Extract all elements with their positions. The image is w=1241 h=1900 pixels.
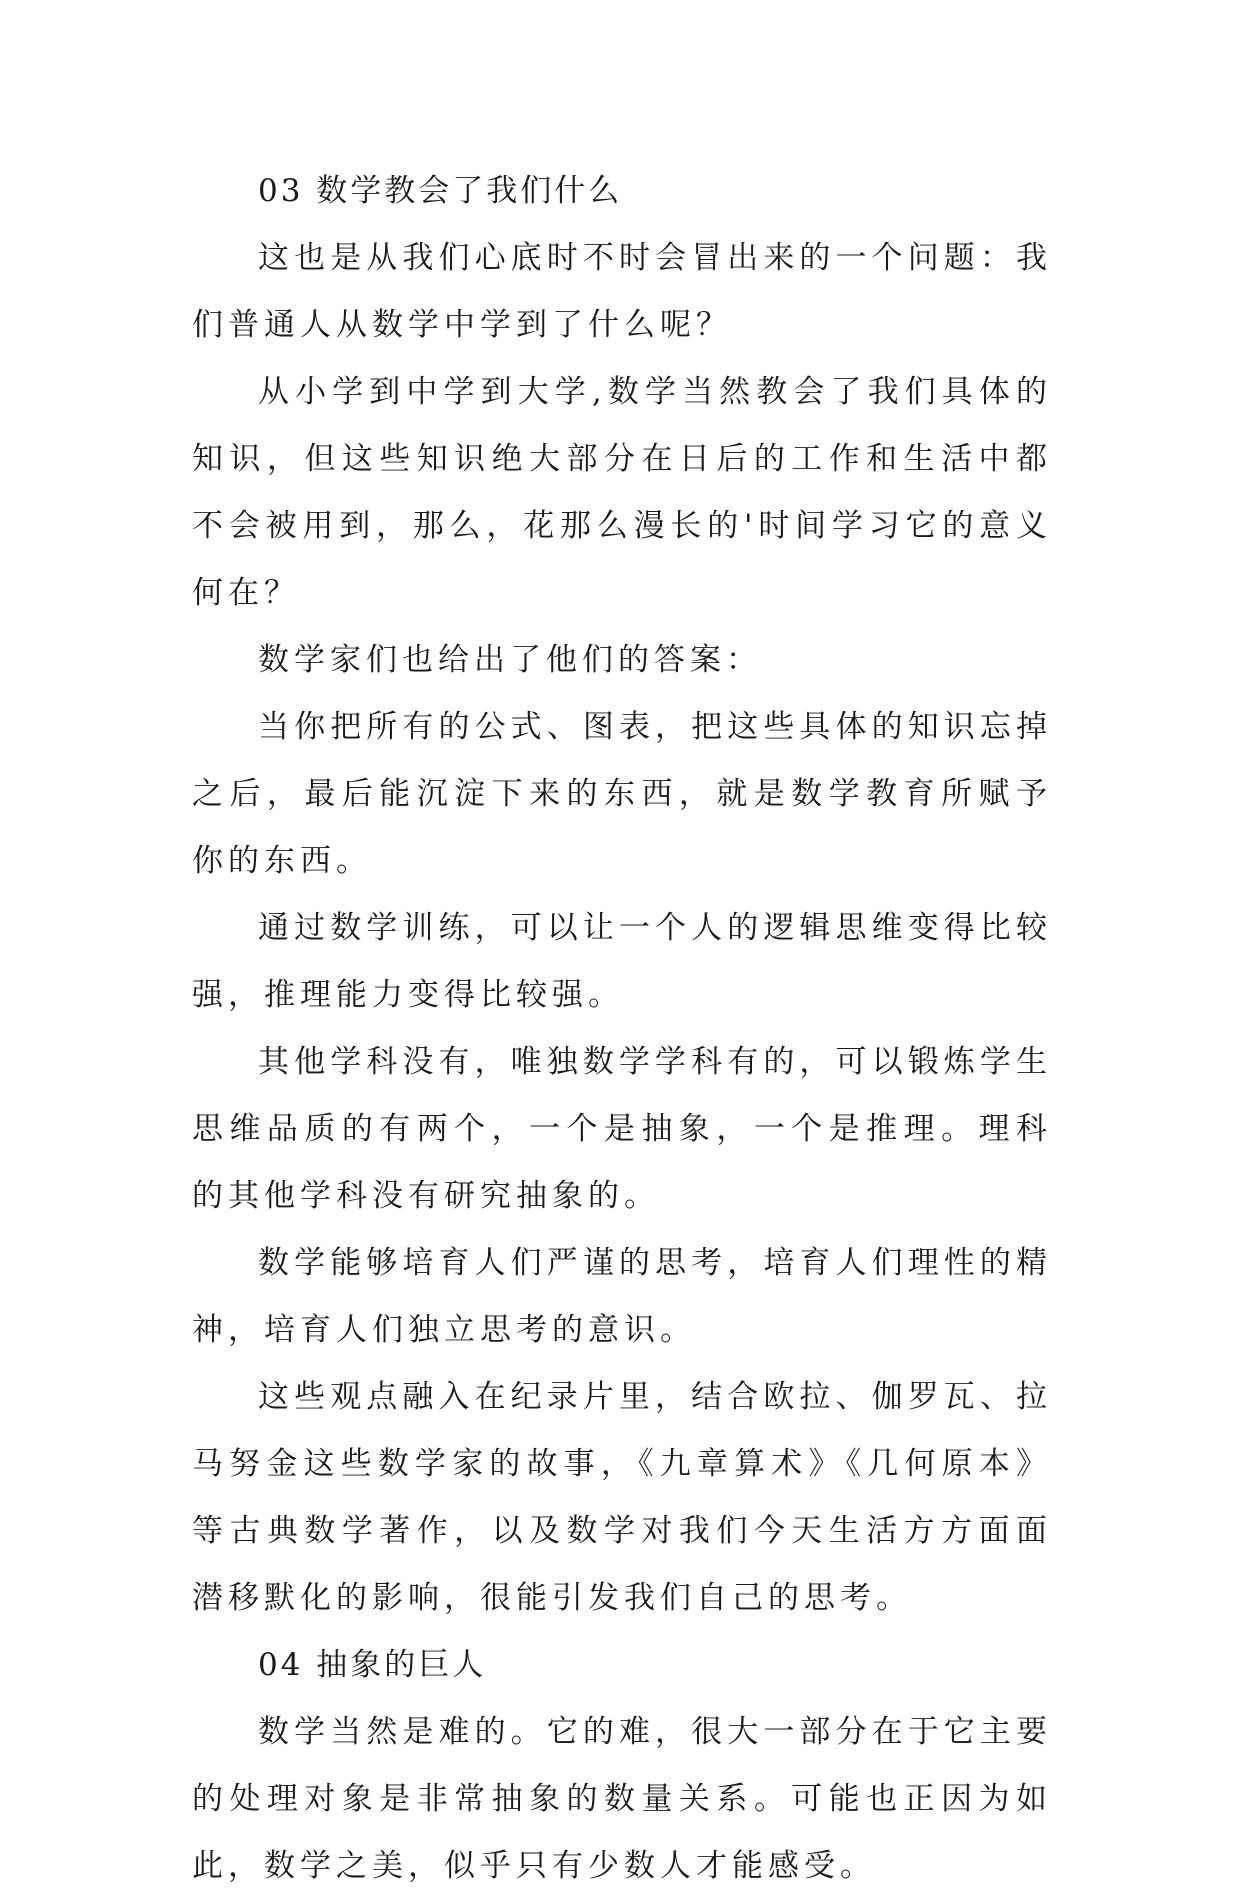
paragraph-answer-intro: 数学家们也给出了他们的答案： <box>258 642 762 678</box>
paragraph-rational-spirit: 数学能够培育人们严谨的思考，培育人们理性的精神，培育人们独立思考的意识。 <box>192 1245 1052 1348</box>
section-heading-04: 04 抽象的巨人 <box>258 1647 487 1683</box>
section-heading-03: 03 数学教会了我们什么 <box>258 173 623 209</box>
paragraph-difficulty: 数学当然是难的。它的难，很大一部分在于它主要的处理对象是非常抽象的数量关系。可能也正因为如此，数学之美，似乎只有少数人才能感受。 <box>192 1714 1052 1884</box>
paragraph-abstraction-reasoning: 其他学科没有，唯独数学学科有的，可以锻炼学生思维品质的有两个，一个是抽象，一个是推理。理科的其他学科没有研究抽象的。 <box>192 1044 1052 1214</box>
paragraph-documentary: 这些观点融入在纪录片里，结合欧拉、伽罗瓦、拉马努金这些数学家的故事，《九章算术》《几何原本》等古典数学著作，以及数学对我们今天生活方方面面潜移默化的影响，很能引发我们自己的思考。 <box>192 1379 1052 1616</box>
paragraph-training: 通过数学训练，可以让一个人的逻辑思维变得比较强，推理能力变得比较强。 <box>192 910 1052 1013</box>
paragraph-forget-formulas: 当你把所有的公式、图表，把这些具体的知识忘掉之后，最后能沉淀下来的东西，就是数学教育所赋予你的东西。 <box>192 709 1052 879</box>
document-body <box>192 158 1052 1900</box>
paragraph-question: 这也是从我们心底时不时会冒出来的一个问题：我们普通人从数学中学到了什么呢？ <box>192 240 1052 343</box>
paragraph-knowledge: 从小学到中学到大学,数学当然教会了我们具体的知识，但这些知识绝大部分在日后的工作和生活中都不会被用到，那么，花那么漫长的'时间学习它的意义何在？ <box>192 374 1052 611</box>
